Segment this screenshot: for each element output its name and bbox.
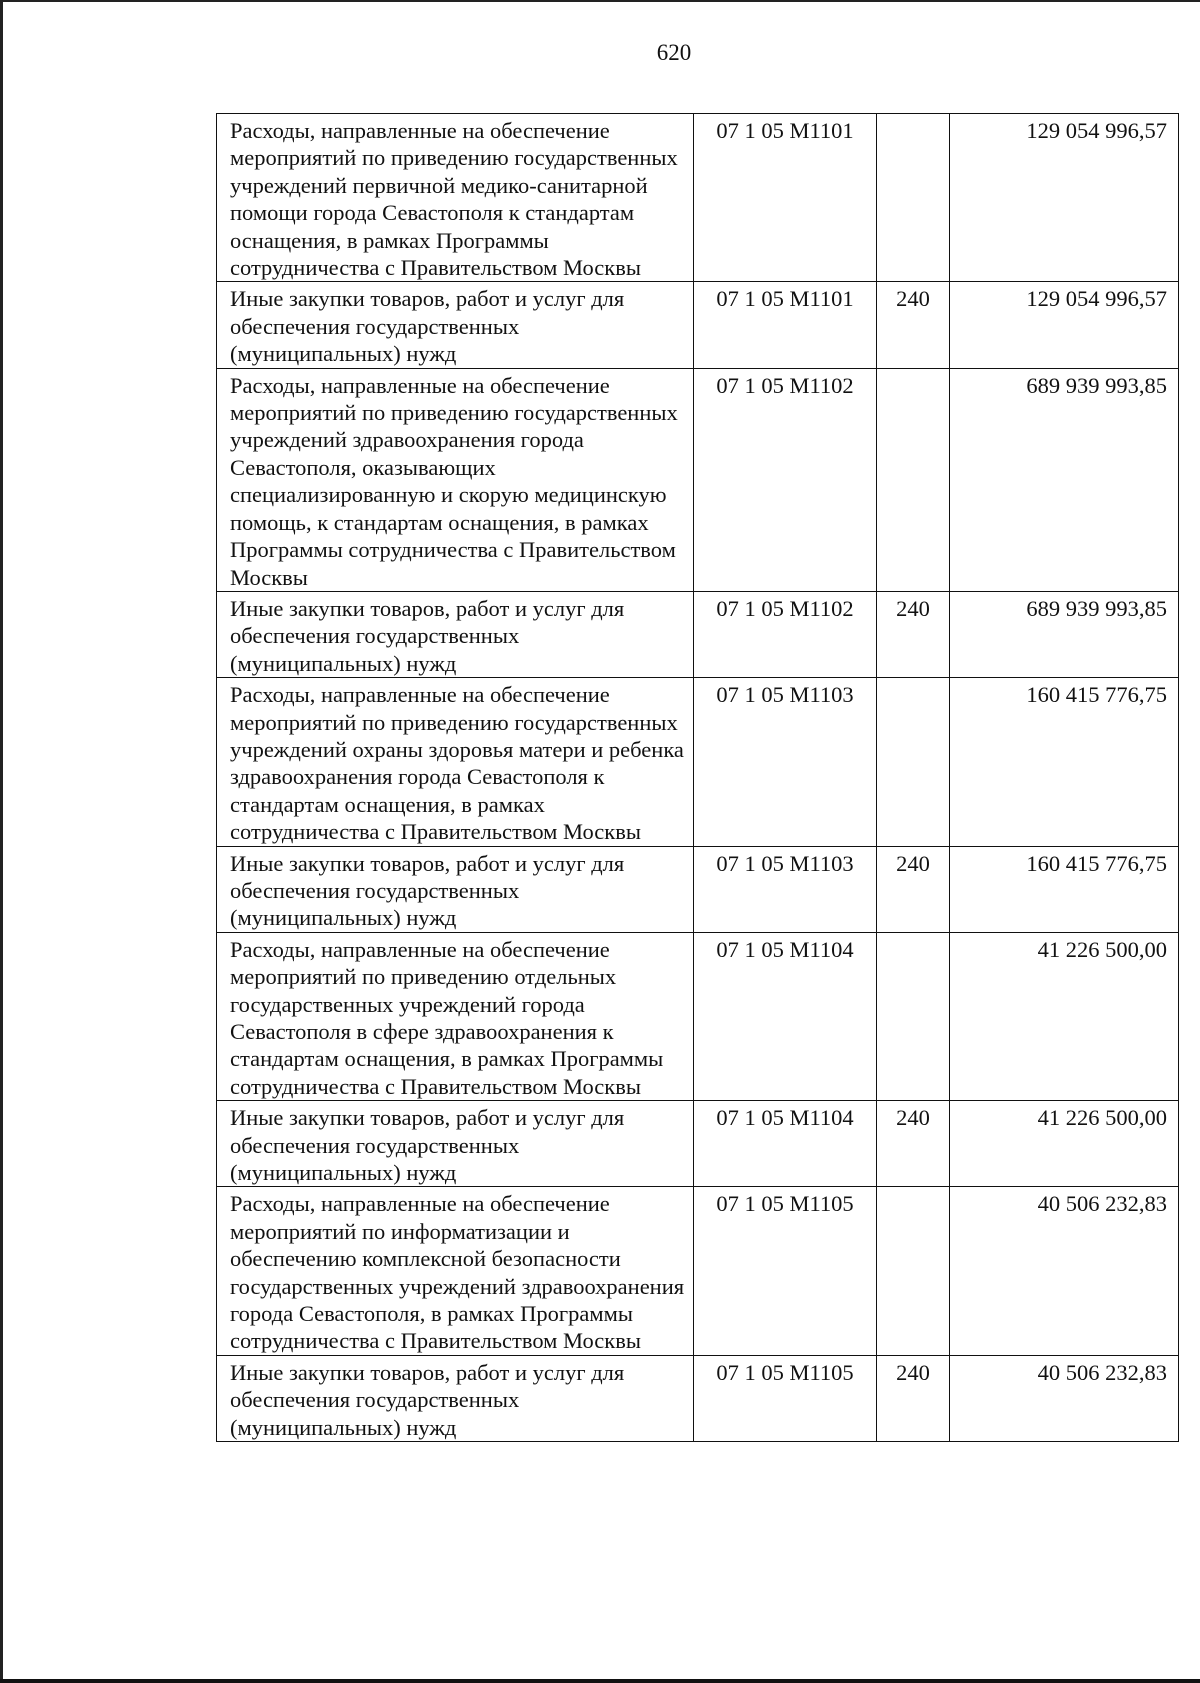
row-name-cell: Иные закупки товаров, работ и услуг для обеспечения государственных (муниципальных) нужд — [217, 846, 694, 932]
table-row — [217, 1355, 1179, 1441]
row-amount-cell: 689 939 993,85 — [950, 368, 1179, 591]
table-row — [217, 591, 1179, 677]
row-type-cell — [877, 114, 950, 282]
row-name-cell: Расходы, направленные на обеспечение мероприятий по приведению государственных учреждений первичной медико-санитарной помощи города Севастополя к стандартам оснащения, в рамках Программы сотрудничества с Правительством Москвы — [217, 114, 694, 282]
row-type-cell: 240 — [877, 846, 950, 932]
row-code-cell: 07 1 05 M1105 — [694, 1187, 877, 1355]
page-number: 620 — [656, 40, 692, 65]
table-row — [217, 1101, 1179, 1187]
row-code-cell: 07 1 05 M1105 — [694, 1355, 877, 1441]
row-name-cell: Расходы, направленные на обеспечение мероприятий по приведению отдельных государственных учреждений города Севастополя в сфере здравоохранения к стандартам оснащения, в рамках Программы сотрудничества с Правительством Москвы — [217, 932, 694, 1100]
scan-border-top — [0, 0, 1200, 2]
row-type-cell — [877, 1187, 950, 1355]
row-amount-cell: 129 054 996,57 — [950, 282, 1179, 368]
row-type-cell — [877, 678, 950, 846]
table-row — [217, 846, 1179, 932]
row-code-cell: 07 1 05 M1103 — [694, 678, 877, 846]
row-code-cell: 07 1 05 M1103 — [694, 846, 877, 932]
row-amount-cell: 41 226 500,00 — [950, 932, 1179, 1100]
row-code-cell: 07 1 05 M1104 — [694, 1101, 877, 1187]
row-name-cell: Иные закупки товаров, работ и услуг для обеспечения государственных (муниципальных) нужд — [217, 1355, 694, 1441]
row-type-cell — [877, 368, 950, 591]
row-amount-cell: 40 506 232,83 — [950, 1355, 1179, 1441]
table-row — [217, 282, 1179, 368]
row-amount-cell: 689 939 993,85 — [950, 591, 1179, 677]
scan-border-left — [0, 0, 3, 1683]
row-name-cell: Расходы, направленные на обеспечение мероприятий по приведению государственных учреждений здравоохранения города Севастополя, оказывающих специализированную и скорую медицинскую помощь, к стандартам оснащения, в рамках Программы сотрудничества с Правительством Москвы — [217, 368, 694, 591]
row-code-cell: 07 1 05 M1101 — [694, 282, 877, 368]
table-row — [217, 678, 1179, 846]
table-row — [217, 114, 1179, 282]
row-name-cell: Иные закупки товаров, работ и услуг для обеспечения государственных (муниципальных) нужд — [217, 1101, 694, 1187]
row-amount-cell: 40 506 232,83 — [950, 1187, 1179, 1355]
budget-table — [216, 113, 1179, 1442]
row-type-cell — [877, 932, 950, 1100]
row-type-cell: 240 — [877, 591, 950, 677]
row-code-cell: 07 1 05 M1101 — [694, 114, 877, 282]
row-amount-cell: 129 054 996,57 — [950, 114, 1179, 282]
row-code-cell: 07 1 05 M1102 — [694, 591, 877, 677]
row-amount-cell: 160 415 776,75 — [950, 678, 1179, 846]
row-code-cell: 07 1 05 M1102 — [694, 368, 877, 591]
row-type-cell: 240 — [877, 1101, 950, 1187]
row-amount-cell: 160 415 776,75 — [950, 846, 1179, 932]
row-code-cell: 07 1 05 M1104 — [694, 932, 877, 1100]
table-row — [217, 932, 1179, 1100]
row-name-cell: Расходы, направленные на обеспечение мероприятий по информатизации и обеспечению комплексной безопасности государственных учреждений здравоохранения города Севастополя, в рамках Программы сотрудничества с Правительством Москвы — [217, 1187, 694, 1355]
table-row — [217, 368, 1179, 591]
row-type-cell: 240 — [877, 282, 950, 368]
row-name-cell: Иные закупки товаров, работ и услуг для обеспечения государственных (муниципальных) нужд — [217, 282, 694, 368]
row-name-cell: Расходы, направленные на обеспечение мероприятий по приведению государственных учреждений охраны здоровья матери и ребенка здравоохранения города Севастополя к стандартам оснащения, в рамках сотрудничества с Правительством Москвы — [217, 678, 694, 846]
row-amount-cell: 41 226 500,00 — [950, 1101, 1179, 1187]
row-type-cell: 240 — [877, 1355, 950, 1441]
table-row — [217, 1187, 1179, 1355]
scan-border-bottom — [0, 1679, 1200, 1683]
row-name-cell: Иные закупки товаров, работ и услуг для обеспечения государственных (муниципальных) нужд — [217, 591, 694, 677]
